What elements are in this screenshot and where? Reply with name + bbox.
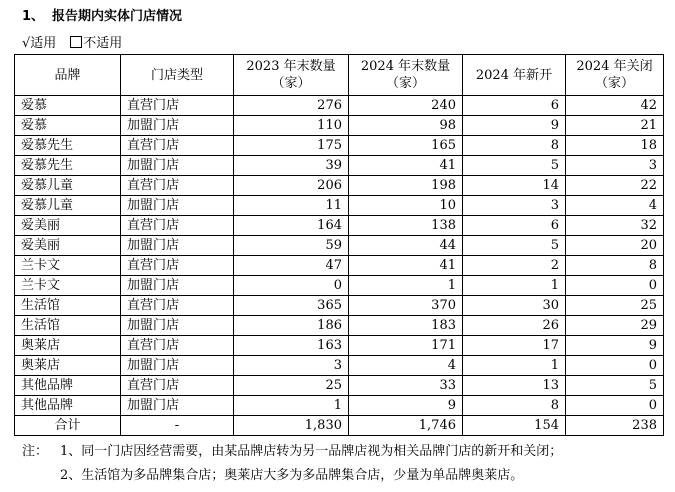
table-row xyxy=(15,296,664,316)
table-row xyxy=(15,116,664,136)
header-2024-opened: 2024 年新开 xyxy=(463,55,566,96)
cell-closed-2024: 5 xyxy=(566,376,664,396)
cell-brand: 奥莱店 xyxy=(15,356,121,376)
not-applicable-label: 不适用 xyxy=(83,36,123,51)
cell-store-type: 加盟门店 xyxy=(121,356,234,376)
notes xyxy=(22,440,672,488)
cell-store-type: 加盟门店 xyxy=(121,236,234,256)
total-2024-count: 1,746 xyxy=(349,416,463,436)
table-row xyxy=(15,216,664,236)
cell-closed-2024: 18 xyxy=(566,136,664,156)
applicability-options xyxy=(22,35,136,53)
total-row xyxy=(15,416,664,436)
cell-store-type: 直营门店 xyxy=(121,96,234,116)
cell-opened-2024: 17 xyxy=(463,336,566,356)
cell-count-2024: 98 xyxy=(349,116,463,136)
cell-store-type: 直营门店 xyxy=(121,296,234,316)
cell-closed-2024: 42 xyxy=(566,96,664,116)
cell-opened-2024: 9 xyxy=(463,116,566,136)
cell-closed-2024: 4 xyxy=(566,196,664,216)
cell-opened-2024: 1 xyxy=(463,276,566,296)
cell-opened-2024: 1 xyxy=(463,356,566,376)
cell-opened-2024: 6 xyxy=(463,96,566,116)
table-row xyxy=(15,96,664,116)
cell-opened-2024: 5 xyxy=(463,236,566,256)
total-2024-closed: 238 xyxy=(566,416,664,436)
table-row xyxy=(15,196,664,216)
cell-count-2023: 1 xyxy=(234,396,349,416)
cell-closed-2024: 0 xyxy=(566,396,664,416)
cell-closed-2024: 9 xyxy=(566,336,664,356)
section-title xyxy=(22,6,182,28)
note-item: 1、同一门店因经营需要，由某品牌店转为另一品牌店视为相关品牌门店的新开和关闭； xyxy=(60,444,563,459)
cell-count-2023: 47 xyxy=(234,256,349,276)
table-row xyxy=(15,256,664,276)
cell-store-type: 直营门店 xyxy=(121,136,234,156)
table-row xyxy=(15,376,664,396)
cell-count-2023: 11 xyxy=(234,196,349,216)
cell-count-2023: 59 xyxy=(234,236,349,256)
empty-checkbox-icon xyxy=(70,36,82,48)
cell-closed-2024: 0 xyxy=(566,356,664,376)
cell-closed-2024: 0 xyxy=(566,276,664,296)
cell-count-2023: 39 xyxy=(234,156,349,176)
header-2024-count: 2024 年末数量（家） xyxy=(349,55,463,96)
cell-brand: 奥莱店 xyxy=(15,336,121,356)
cell-count-2023: 175 xyxy=(234,136,349,156)
header-brand: 品牌 xyxy=(15,55,121,96)
cell-count-2023: 163 xyxy=(234,336,349,356)
cell-count-2024: 33 xyxy=(349,376,463,396)
cell-store-type: 直营门店 xyxy=(121,216,234,236)
header-2024-closed: 2024 年关闭（家） xyxy=(566,55,664,96)
cell-opened-2024: 14 xyxy=(463,176,566,196)
note-line-2 xyxy=(22,464,672,488)
cell-brand: 其他品牌 xyxy=(15,376,121,396)
store-table xyxy=(14,54,664,436)
table-header-row xyxy=(15,55,664,96)
cell-store-type: 加盟门店 xyxy=(121,116,234,136)
cell-opened-2024: 30 xyxy=(463,296,566,316)
section-number: 1、 xyxy=(22,9,45,24)
cell-brand: 爱美丽 xyxy=(15,216,121,236)
cell-closed-2024: 21 xyxy=(566,116,664,136)
table-row xyxy=(15,316,664,336)
cell-store-type: 加盟门店 xyxy=(121,316,234,336)
cell-brand: 兰卡文 xyxy=(15,276,121,296)
table-row xyxy=(15,396,664,416)
cell-opened-2024: 3 xyxy=(463,196,566,216)
cell-brand: 生活馆 xyxy=(15,316,121,336)
cell-count-2023: 186 xyxy=(234,316,349,336)
cell-store-type: 加盟门店 xyxy=(121,396,234,416)
cell-store-type: 直营门店 xyxy=(121,376,234,396)
cell-count-2024: 9 xyxy=(349,396,463,416)
cell-count-2024: 370 xyxy=(349,296,463,316)
cell-count-2023: 110 xyxy=(234,116,349,136)
cell-brand: 爱慕先生 xyxy=(15,136,121,156)
table-row xyxy=(15,136,664,156)
header-store-type: 门店类型 xyxy=(121,55,234,96)
cell-count-2024: 41 xyxy=(349,256,463,276)
cell-closed-2024: 20 xyxy=(566,236,664,256)
cell-closed-2024: 29 xyxy=(566,316,664,336)
cell-opened-2024: 5 xyxy=(463,156,566,176)
table-row xyxy=(15,156,664,176)
cell-opened-2024: 26 xyxy=(463,316,566,336)
cell-count-2024: 165 xyxy=(349,136,463,156)
cell-brand: 爱美丽 xyxy=(15,236,121,256)
cell-count-2024: 171 xyxy=(349,336,463,356)
section-heading: 报告期内实体门店情况 xyxy=(52,9,183,24)
not-applicable-option xyxy=(70,35,122,53)
total-store-type: - xyxy=(121,416,234,436)
cell-count-2024: 44 xyxy=(349,236,463,256)
cell-store-type: 直营门店 xyxy=(121,336,234,356)
cell-store-type: 直营门店 xyxy=(121,256,234,276)
cell-brand: 爱慕儿童 xyxy=(15,196,121,216)
cell-count-2024: 41 xyxy=(349,156,463,176)
cell-brand: 爱慕 xyxy=(15,116,121,136)
cell-count-2024: 240 xyxy=(349,96,463,116)
cell-closed-2024: 25 xyxy=(566,296,664,316)
cell-count-2023: 206 xyxy=(234,176,349,196)
cell-closed-2024: 3 xyxy=(566,156,664,176)
cell-store-type: 加盟门店 xyxy=(121,156,234,176)
cell-brand: 兰卡文 xyxy=(15,256,121,276)
cell-count-2024: 4 xyxy=(349,356,463,376)
cell-opened-2024: 6 xyxy=(463,216,566,236)
cell-opened-2024: 8 xyxy=(463,136,566,156)
table-row xyxy=(15,356,664,376)
cell-closed-2024: 8 xyxy=(566,256,664,276)
cell-closed-2024: 32 xyxy=(566,216,664,236)
cell-count-2024: 198 xyxy=(349,176,463,196)
cell-store-type: 加盟门店 xyxy=(121,276,234,296)
table-row xyxy=(15,236,664,256)
cell-count-2023: 276 xyxy=(234,96,349,116)
cell-count-2023: 164 xyxy=(234,216,349,236)
table-row xyxy=(15,336,664,356)
cell-brand: 爱慕 xyxy=(15,96,121,116)
cell-store-type: 加盟门店 xyxy=(121,196,234,216)
cell-count-2024: 1 xyxy=(349,276,463,296)
cell-count-2024: 10 xyxy=(349,196,463,216)
cell-brand: 爱慕儿童 xyxy=(15,176,121,196)
cell-count-2023: 3 xyxy=(234,356,349,376)
note-item: 2、生活馆为多品牌集合店；奥莱店大多为多品牌集合店，少量为单品牌奥莱店。 xyxy=(60,468,524,483)
cell-count-2023: 365 xyxy=(234,296,349,316)
cell-count-2023: 0 xyxy=(234,276,349,296)
cell-brand: 生活馆 xyxy=(15,296,121,316)
cell-brand: 爱慕先生 xyxy=(15,156,121,176)
table-row xyxy=(15,276,664,296)
applicable-option-checked: √适用 xyxy=(22,36,57,51)
cell-opened-2024: 2 xyxy=(463,256,566,276)
cell-store-type: 直营门店 xyxy=(121,176,234,196)
cell-opened-2024: 8 xyxy=(463,396,566,416)
cell-opened-2024: 13 xyxy=(463,376,566,396)
note-line-1 xyxy=(22,440,672,464)
cell-count-2023: 25 xyxy=(234,376,349,396)
header-2023-count: 2023 年末数量（家） xyxy=(234,55,349,96)
total-label: 合计 xyxy=(15,416,121,436)
total-2024-opened: 154 xyxy=(463,416,566,436)
table-row xyxy=(15,176,664,196)
cell-brand: 其他品牌 xyxy=(15,396,121,416)
cell-closed-2024: 22 xyxy=(566,176,664,196)
cell-count-2024: 183 xyxy=(349,316,463,336)
total-2023-count: 1,830 xyxy=(234,416,349,436)
note-prefix: 注： xyxy=(22,444,49,459)
cell-count-2024: 138 xyxy=(349,216,463,236)
